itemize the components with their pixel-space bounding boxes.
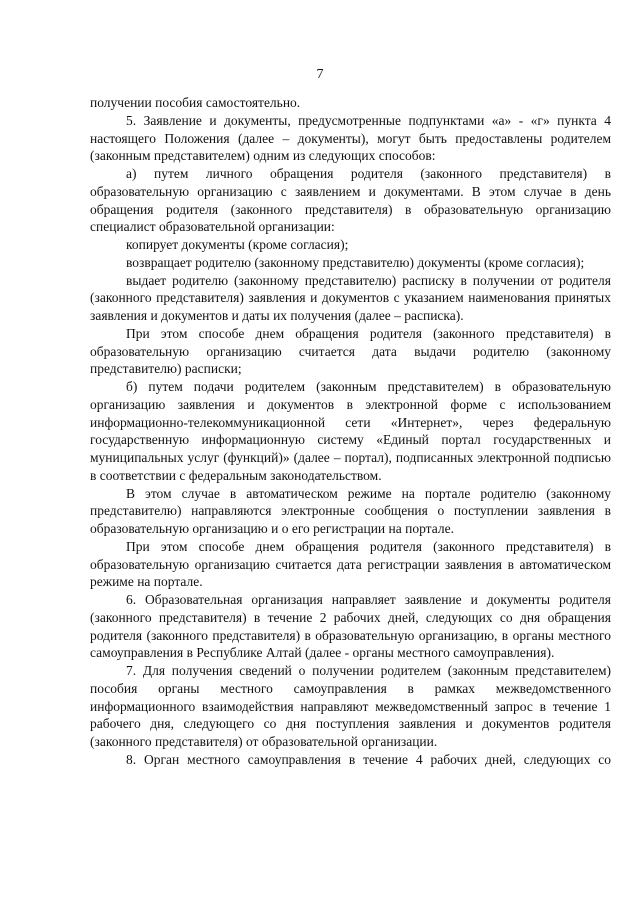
paragraph-returns-documents: возвращает родителю (законному представителю) документы (кроме согласия); xyxy=(126,254,585,270)
paragraph-copies-documents: копирует документы (кроме согласия); xyxy=(126,237,349,252)
paragraph-continuation: получении пособия самостоятельно. xyxy=(90,95,301,110)
document-body xyxy=(90,94,611,769)
paragraph-portal-messages: В этом случае в автоматическом режиме на портале родителю (законному представителю) направляются электронные сообщения о поступлении заявления в образовательную организацию и о его регистрации на портале. xyxy=(90,485,611,536)
paragraph-subclause-b: б) путем подачи родителем (законным представителем) в образовательную организацию заявления и документов в электронной форме с использованием информационно-телекоммуникационной сети «Интернет», через федеральную государственную информационную систему «Единый портал государственных и муниципальных услуг (функций)» (далее – портал), подписанных электронной подписью в соответствии с федеральным законодательством. xyxy=(90,379,611,483)
paragraph-issues-receipt: выдает родителю (законному представителю) расписку в получении от родителя (законного представителя) заявления и документов с указанием наименования принятых заявления и документов и даты их получения (далее – расписка). xyxy=(90,272,611,323)
paragraph-subclause-a: а) путем личного обращения родителя (законного представителя) в образовательную организацию с заявлением и документами. В этом случае в день обращения родителя (законного представителя) в образовательную организацию специалист образовательной организации: xyxy=(90,166,611,235)
paragraph-clause-5: 5. Заявление и документы, предусмотренные подпунктами «а» - «г» пункта 4 настоящего Положения (далее – документы), могут быть предоставлены родителем (законным представителем) одним из следующих способов: xyxy=(90,112,611,164)
paragraph-clause-8: 8. Орган местного самоуправления в течение 4 рабочих дней, следующих со xyxy=(126,751,611,767)
paragraph-receipt-date: При этом способе днем обращения родителя (законного представителя) в образовательную организацию считается дата выдачи родителю (законному представителю) расписки; xyxy=(90,325,611,377)
paragraph-portal-date: При этом способе днем обращения родителя (законного представителя) в образовательную организацию считается дата регистрации заявления в автоматическом режиме на портале. xyxy=(90,538,611,590)
paragraph-clause-7: 7. Для получения сведений о получении родителем (законным представителем) пособия органы местного самоуправления в рамках межведомственного информационного взаимодействия направляют межведомственный запрос в течение 1 рабочего дня, следующего со дня поступления заявления и документов родителя (законного представителя) от образовательной организации. xyxy=(90,663,611,749)
paragraph-clause-6: 6. Образовательная организация направляет заявление и документы родителя (законного представителя) в течение 2 рабочих дней, следующих со дня обращения родителя (законного представителя) в образовательную организацию, в органы местного самоуправления в Республике Алтай (далее - органы местного самоуправления). xyxy=(90,592,611,661)
page-number: 7 xyxy=(316,67,324,82)
